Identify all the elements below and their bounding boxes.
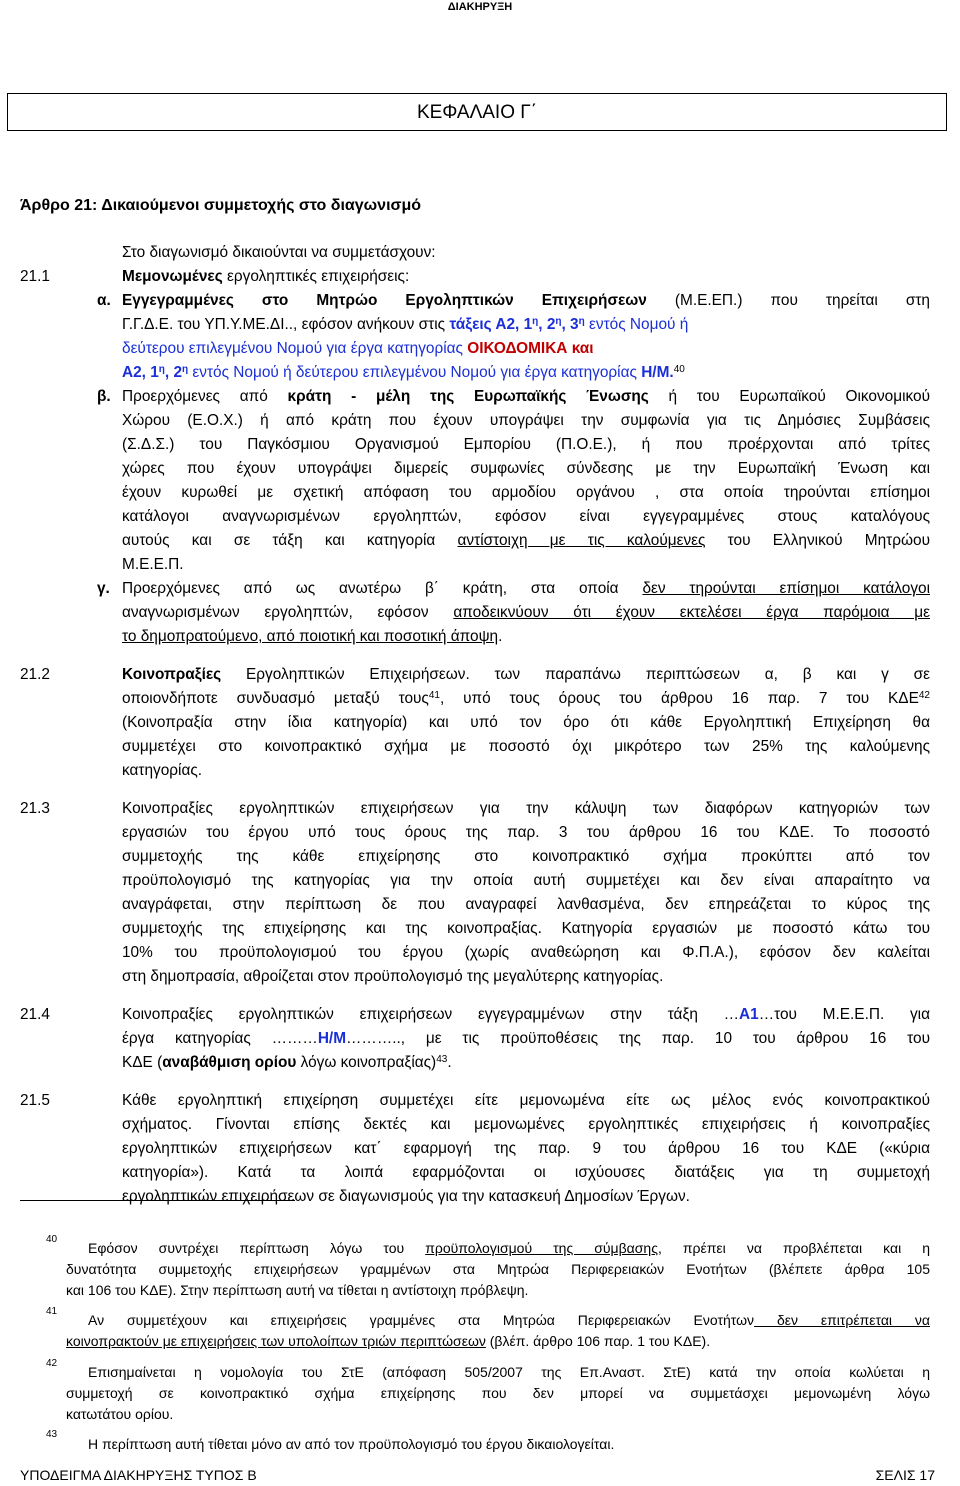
footnote-40-line-3: και 106 του ΚΔΕ). Στην περίπτωση αυτή να τίθεται η αντίστοιχη πρόβλεψη.: [66, 1282, 529, 1298]
s21-3-line-5: αναγράφεται, στην περίπτωση δε που αναγραφεί λανθασμένα, δεν επηρεάζεται το κύρος της: [122, 896, 930, 913]
item-c-line-1: Προερχόμενες από ως ανωτέρω β΄ κράτη, στα οποία δεν τηρούνται επίσημοι κατάλογοι: [122, 580, 930, 597]
footnote-40-line-2: δυνατότητα συμμετοχής επιχειρήσεων γραμμένων στα Μητρώα Περιφερειακών Ενοτήτων (βλέπετε άρθρα 105: [66, 1261, 930, 1277]
s21-4-line-2: έργα κατηγορίας ………Η/Μ……….., με τις προϋποθέσεις της παρ. 10 του άρθρου 16 του: [122, 1030, 930, 1047]
s21-3-line-2: εργασιών του έργου υπό τους όρους της παρ. 3 του άρθρου 16 του ΚΔΕ. Το ποσοστό: [122, 824, 930, 841]
footnote-42-line-3: κατωτάτου ορίου.: [66, 1406, 174, 1422]
s21-5-line-3: εργοληπτικών επιχειρήσεων κατ΄ εφαρμογή της παρ. 9 του άρθρου 16 του ΚΔΕ («κύρια: [122, 1140, 930, 1157]
s21-5-line-5: εργοληπτικών επιχειρήσεων σε διαγωνισμούς για την κατασκευή Δημοσίων Έργων.: [122, 1188, 690, 1205]
s21-4-line-3: ΚΔΕ (αναβάθμιση ορίου λόγω κοινοπραξίας)$^{43}$.: [122, 1054, 452, 1071]
section-number-21-5: 21.5: [20, 1092, 50, 1109]
footnote-separator: [20, 1200, 295, 1201]
item-b-line-4: χώρες που έχουν υπογράψει διμερείς συμφωνίες σύνδεσης με την Ευρωπαϊκή Ένωση και: [122, 460, 930, 477]
item-b-line-3: (Σ.Δ.Σ.) του Παγκόσμιου Οργανισμού Εμπορίου (Π.Ο.Ε.), ή που προέρχονται από τρίτες: [122, 436, 930, 453]
item-b-line-1: Προερχόμενες από κράτη - μέλη της Ευρωπαϊκής Ένωσης ή του Ευρωπαϊκού Οικονομικού: [122, 388, 930, 405]
section-number-21-1: 21.1: [20, 268, 50, 285]
section-number-21-4: 21.4: [20, 1006, 50, 1023]
s21-4-line-1: Κοινοπραξίες εργοληπτικών επιχειρήσεων εγγεγραμμένων στην τάξη …Α1…του Μ.Ε.Ε.Π. για: [122, 1006, 930, 1023]
section-number-21-2: 21.2: [20, 666, 50, 683]
footnote-42-line-1: Επισημαίνεται η νομολογία του ΣτΕ (απόφαση 505/2007 της Επ.Αναστ. ΣτΕ) κατά την οποία κωλύεται η: [88, 1364, 930, 1380]
intro-text: Στο διαγωνισμό δικαιούνται να συμμετάσχουν:: [122, 244, 436, 261]
s21-2-line-3: (Κοινοπραξία στην ίδια κατηγορία) και υπό τον όρο ότι κάθε Εργοληπτική Επιχείρηση θα: [122, 714, 930, 731]
footnote-41-line-1: Αν συμμετέχουν και επιχειρήσεις γραμμένες στα Μητρώα Περιφερειακών Ενοτήτων δεν επιτρέπεται να: [88, 1312, 930, 1328]
item-a-line-1: Εγγεγραμμένες στο Μητρώο Εργοληπτικών Επιχειρήσεων (Μ.Ε.ΕΠ.) που τηρείται στη: [122, 292, 930, 309]
item-b-line-6: κατάλογοι αναγνωρισμένων εργοληπτών, εφόσον είναι εγγεγραμμένες στους καταλόγους: [122, 508, 930, 525]
item-c-line-3: το δημοπρατούμενο, από ποιοτική και ποσοτική άποψη.: [122, 628, 503, 645]
item-b-line-8: Μ.Ε.Ε.Π.: [122, 556, 184, 573]
item-a-line-4: Α2, $1^\eta$, $2^\eta$ εντός Νομού ή δεύτερου επιλεγμένου Νομού για έργα κατηγορίας Η/Μ.$^{40}$: [122, 364, 685, 381]
s21-2-line-1: Κοινοπραξίες Εργοληπτικών Επιχειρήσεων. των παραπάνω περιπτώσεων α, β και γ σε: [122, 666, 930, 683]
footnote-41-number: 41: [46, 1306, 58, 1317]
section-21-1-label: Μεμονωμένες εργοληπτικές επιχειρήσεις:: [122, 268, 410, 285]
s21-3-line-3: συμμετοχής της κάθε επιχείρησης στο κοινοπρακτικό σχήμα προκύπτει από τον: [122, 848, 930, 865]
footnote-42-line-2: συμμετοχή σε κοινοπρακτικό σχήμα επιχείρησης που δεν μπορεί να συμμετάσχει μεμονωμένη λόγω: [66, 1385, 930, 1401]
footer-page-number: ΣΕΛΙΣ 17: [875, 1467, 935, 1483]
s21-5-line-2: σχήματος. Γίνονται επίσης δεκτές και μεμονωμένες εργοληπτικές επιχειρήσεις ή κοινοπραξίες: [122, 1116, 930, 1133]
footnote-43-number: 43: [46, 1429, 58, 1440]
item-b-line-7: αυτούς και σε τάξη και κατηγορία αντίστοιχη με τις καλούμενες του Ελληνικού Μητρώου: [122, 532, 930, 549]
s21-2-line-5: κατηγορίας.: [122, 762, 203, 779]
item-b-marker: β.: [97, 388, 111, 405]
item-a-marker: α.: [97, 292, 111, 309]
page-header: ΔΙΑΚΗΡΥΞΗ: [447, 1, 513, 13]
footnote-40-line-1: Εφόσον συντρέχει περίπτωση λόγω του προϋπολογισμού της σύμβασης, πρέπει να προβλέπεται και η: [88, 1240, 931, 1256]
s21-2-line-2: οποιονδήποτε συνδυασμό μεταξύ τους$^{41}$, υπό τους όρους του άρθρου 16 παρ. 7 του ΚΔΕ$^{42}$: [122, 690, 930, 707]
footer-left: ΥΠΟΔΕΙΓΜΑ ΔΙΑΚΗΡΥΞΗΣ ΤΥΠΟΣ Β: [20, 1467, 257, 1483]
s21-3-line-8: στη δημοπρασία, αθροίζεται στον προϋπολογισμό της μεγαλύτερης κατηγορίας.: [122, 968, 664, 985]
footnote-40-number: 40: [46, 1234, 58, 1245]
item-a-line-3: δεύτερου επιλεγμένου Νομού για έργα κατηγορίας ΟΙΚΟΔΟΜΙΚΑ και: [122, 340, 594, 357]
footnote-43-line-1: Η περίπτωση αυτή τίθεται μόνο αν από τον προϋπολογισμό του έργου δικαιολογείται.: [88, 1436, 615, 1452]
item-b-line-5: έχουν κυρωθεί με σχετική απόφαση του αρμοδίου οργάνου , στα οποία τηρούνται επίσημοι: [122, 484, 930, 501]
s21-5-line-1: Κάθε εργοληπτική επιχείρηση συμμετέχει είτε μεμονωμένα είτε ως μέλος ενός κοινοπρακτικού: [122, 1092, 930, 1109]
item-a-line-2: Γ.Γ.Δ.Ε. του ΥΠ.Υ.ΜΕ.ΔΙ.., εφόσον ανήκουν στις τάξεις Α2, $1^\eta$, $2^\eta$, $3^\eta$ εντός Νομού ή: [122, 316, 689, 333]
item-c-marker: γ.: [97, 580, 110, 597]
s21-3-line-6: συμμετοχής της επιχείρησης και της κοινοπραξίας. Κατηγορία εργασιών με ποσοστό κάτω του: [122, 920, 930, 937]
s21-5-line-4: κατηγορία»). Κατά τα λοιπά εφαρμόζονται οι ισχύουσες διατάξεις για τη συμμετοχή: [122, 1164, 930, 1181]
item-c-line-2: αναγνωρισμένων εργοληπτών, εφόσον αποδεικνύουν ότι έχουν εκτελέσει έργα παρόμοια με: [122, 604, 930, 621]
article-title: Άρθρο 21: Δικαιούμενοι συμμετοχής στο διαγωνισμό: [20, 197, 422, 214]
footnote-42-number: 42: [46, 1358, 58, 1369]
chapter-title: ΚΕΦΑΛΑΙΟ Γ΄: [7, 93, 947, 131]
s21-3-line-1: Κοινοπραξίες εργοληπτικών επιχειρήσεων για την κάλυψη των διαφόρων κατηγοριών των: [122, 800, 930, 817]
section-number-21-3: 21.3: [20, 800, 50, 817]
s21-2-line-4: συμμετέχει στο κοινοπρακτικό σχήμα με ποσοστό όχι μικρότερο των 25% της καλούμενης: [122, 738, 930, 755]
s21-3-line-7: 10% του προϋπολογισμού του έργου (χωρίς αναθεώρηση και Φ.Π.Α.), εφόσον δεν καλείται: [122, 944, 930, 961]
s21-3-line-4: προϋπολογισμό της κατηγορίας για την οποία αυτή συμμετέχει και δεν είναι απαραίτητο να: [122, 872, 930, 889]
item-b-line-2: Χώρου (Ε.Ο.Χ.) ή από κράτη που έχουν υπογράψει την συμφωνία για τις Δημόσιες Συμβάσεις: [122, 412, 930, 429]
footnote-41-line-2: κοινοπρακτούν με επιχειρήσεις των υπολοίπων τριών περιπτώσεων (βλέπ. άρθρο 106 παρ. 1 του ΚΔΕ).: [66, 1333, 711, 1349]
